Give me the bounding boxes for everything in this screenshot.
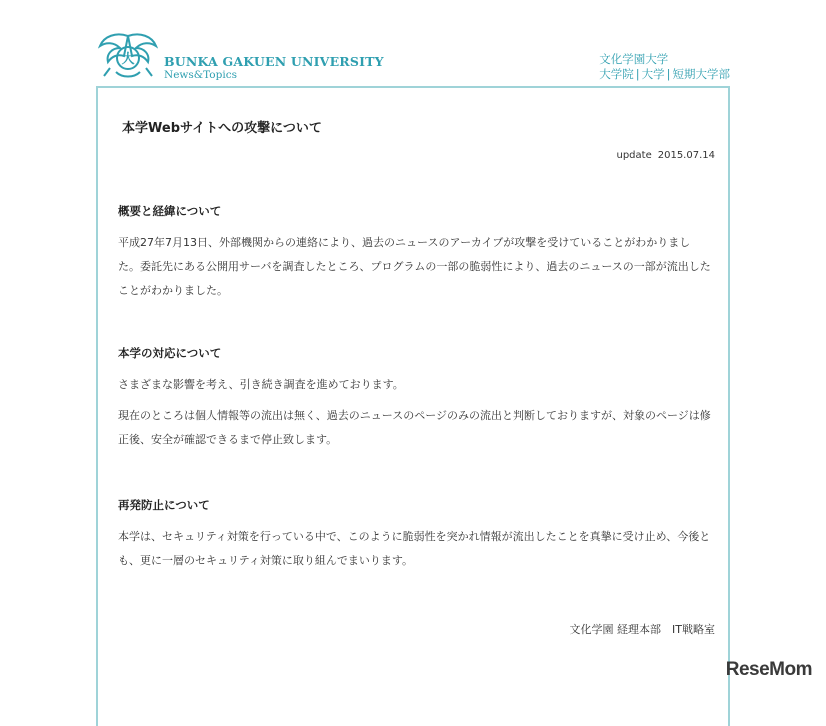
- svg-text:大: 大: [121, 52, 135, 67]
- link-junior-college[interactable]: 短期大学部: [672, 67, 730, 81]
- link-graduate-school[interactable]: 大学院: [599, 67, 634, 81]
- link-separator: |: [635, 67, 640, 81]
- section-heading-overview: 概要と経緯について: [118, 204, 222, 218]
- link-bunka-gakuen-university[interactable]: 文化学園大学: [599, 52, 669, 66]
- brand: [164, 55, 384, 81]
- link-university[interactable]: 大学: [641, 67, 665, 81]
- section-paragraph-prevention: 本学は、セキュリティ対策を行っている中で、このように脆弱性を突かれ情報が流出したことを真摯に受け止め、今後とも、更に一層のセキュリティ対策に取り組んでまいります。: [118, 530, 711, 567]
- brand-name: BUNKA GAKUEN UNIVERSITY: [164, 54, 384, 69]
- link-separator: |: [666, 67, 671, 81]
- resemom-watermark-logo: ReseMom: [725, 659, 812, 680]
- top-links: [599, 52, 730, 82]
- update-date: 2015.07.14: [657, 150, 715, 161]
- site-header: [0, 0, 826, 88]
- section-paragraph-response-1: さまざまな影響を考え、引き続き調査を進めております。: [118, 378, 404, 391]
- signature: 文化学園 経理本部 IT戦略室: [569, 623, 715, 636]
- section-heading-response: 本学の対応について: [118, 346, 222, 360]
- update-info: [611, 150, 716, 161]
- update-label: update: [616, 150, 652, 161]
- section-heading-prevention: 再発防止について: [118, 498, 210, 512]
- university-crest-logo[interactable]: [96, 30, 160, 82]
- brand-subtitle: News&Topics: [164, 69, 237, 81]
- section-paragraph-response-2: 現在のところは個人情報等の流出は無く、過去のニュースのページのみの流出と判断しておりますが、対象のページは修正後、安全が確認できるまで停止致します。: [118, 409, 711, 446]
- section-paragraph-overview: 平成27年7月13日、外部機関からの連絡により、過去のニュースのアーカイブが攻撃を受けていることがわかりました。委託先にある公開用サーバを調査したところ、プログラムの一部の脆弱性により、過去のニュースの一部が流出したことがわかりました。: [118, 236, 711, 297]
- article-title: 本学Webサイトへの攻撃について: [122, 121, 322, 136]
